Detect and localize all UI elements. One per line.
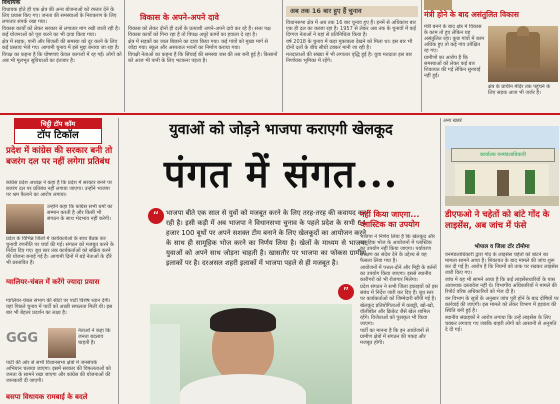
top-col-3: अब तक 16 बार हुए हैं चुनाव विधानसभा क्षेत्र में अब तक 16 बार चुनाव हुए हैं। इनमें से अधिकांश बार एक ही दल का कब्जा रहा है। 1957 से लेकर अब तक के चुनावों में कई दिग्गज नेताओं ने यहां से प्रतिनिधित्व किया है। वर्ष 2018 के चुनाव में कड़ा मुकाबला देखने को मिला था। इस बार भी दोनों दलों के बीच सीधी टक्कर मानी जा रही है। मतदाताओं की संख्या में भी लगातार वृद्धि हुई है। युवा मतदाता इस बार निर्णायक भूमिका में रहेंगे। xyxy=(286,0,418,112)
headline-gwalior: ग्वालियर-चंबल में करेंगे ज्यादा प्रयास xyxy=(6,278,100,286)
top-col-1-head: विधायक xyxy=(2,0,21,6)
right-column xyxy=(443,118,560,404)
leader-photo xyxy=(6,204,44,234)
quote-mark-close: ” xyxy=(338,284,354,300)
left-body-5: नेताओं ने कहा कि जनता बदलाव चाहती है। xyxy=(78,328,111,346)
dfo-body: वनमंडलाधिकारी द्वारा गोंद के लाइसेंस चहेतों को बांटने का मामला सामने आया है। शिकायत के बाद मामले की जांच शुरू कर दी गई है। आरोप है कि नियमों को ताक पर रखकर लाइसेंस जारी किए गए। जांच में यह भी सामने आया है कि कई लाइसेंसधारियों के पास आवश्यक दस्तावेज नहीं थे। विभागीय अधिकारियों ने मामले की रिपोर्ट वरिष्ठ अधिकारियों को भेज दी है। वन विभाग के सूत्रों के अनुसार जांच पूरी होने के बाद दोषियों पर कार्रवाई की जाएगी। इस मामले को लेकर विभाग में हड़कंप की स्थिति बनी हुई है। स्थानीय संग्राहकों ने आरोप लगाया कि उन्हें लाइसेंस के लिए चक्कर लगवाए गए जबकि बाहरी लोगों को आसानी से अनुमति दे दी गई। xyxy=(445,252,559,333)
left-column xyxy=(0,118,116,404)
headline-bsp: बसपा विधायक रामबाई के बदले xyxy=(6,393,88,401)
brand-top: चिट्ठी टॉप कॉम xyxy=(15,119,101,129)
dfo-headline: डीएफओ ने चहेतों को बांटे गोंद के लाइसेंस, अब जांच में फंसे xyxy=(445,210,550,231)
headline-congress: प्रदेश में कांग्रेस की सरकार बनी तो बजरंग दल पर नहीं लगेगा प्रतिबंध xyxy=(6,146,113,167)
office-photo: कार्यालय वनमंडलाधिकारी xyxy=(445,126,559,206)
brand-main: टॉप टिकॉल xyxy=(37,130,79,141)
top-col-3-head: अब तक 16 बार हुए हैं चुनाव xyxy=(286,6,418,17)
top-col-4-body: मंत्री बनने के बाद क्षेत्र में विकास के काम तो हुए लेकिन यह असंतुलित रहा। कुछ गांवों में काम अधिक हुए तो कई गांव उपेक्षित रह गए। ग्रामीणों का आरोप है कि समस्याओं को लेकर कई बार शिकायत की गई लेकिन सुनवाई नहीं हुई। xyxy=(424,24,485,79)
top-col-4-head: मंत्री होने के बाद असंतुलित विकास xyxy=(424,10,519,19)
top-col-2: विकास के अपने-अपने दावे विकास को लेकर दोनों ही दलों के प्रत्याशी अपने-अपने दावे कर रहे हैं। सत्ता पक्ष विकास कार्यों को गिना रहा है तो विपक्ष अधूरे कामों का हवाला दे रहा है। क्षेत्र में सड़कों का जाल बिछाने का दावा किया गया। कई गांवों को मुख्य मार्ग से जोड़ा गया। स्कूल और अस्पताल भवनों का निर्माण कराया गया। विपक्षी नेताओं का कहना है कि सिंचाई की समस्या जस की तस बनी हुई है। किसानों को आज भी पानी के लिए भटकना पड़ता है। xyxy=(128,13,278,64)
center-kicker: युवाओं को जोड़ने भाजपा कराएगी खेलकूद xyxy=(169,122,393,138)
right-body-top: अन्य खबरें xyxy=(443,118,462,124)
leader-main-photo xyxy=(150,304,352,404)
divider xyxy=(124,0,125,112)
mid-right-column xyxy=(358,210,438,404)
top-col-4: मंत्री होने के बाद असंतुलित विकास मंत्री बनने के बाद क्षेत्र में विकास के काम तो हुए लेकिन यह असंतुलित रहा। कुछ गांवों में काम अधिक हुए तो कई गांव उपेक्षित रह गए। ग्रामीणों का आरोप है कि समस्याओं को लेकर कई बार शिकायत की गई लेकिन सुनवाई नहीं हुई। क्षेत्र के प्राचीन मंदिर तक पहुंचने के लिए सड़क आज भी जर्जर है। xyxy=(424,0,560,112)
top-strip xyxy=(0,0,560,118)
ggg-logo: GGG xyxy=(6,331,39,346)
top-col-1: विधायक विधायक होते ही एक क्षेत्र की अन्य योजनाओं को रफ्तार देने के लिए प्रयास किए गए। जनता की समस्याओं के निराकरण के लिए लगातार संपर्क रखा गया। विकास कार्यों को लेकर सरकार से लगातार मांग रखी जाती रही है। कई योजनाओं को पूरा करने का भी दावा किया गया। क्षेत्र में सड़क, पानी और बिजली की समस्या को दूर करने के लिए कई प्रस्ताव भेजे गए। आगामी चुनाव में इसे मुद्दा बनाया जा रहा है। विपक्ष का कहना है कि घोषणाएं केवल कागजों में रह गईं। लोगों को अब भी मूलभूत सुविधाओं का इंतजार है। xyxy=(2,0,122,64)
dfo-caption: भोपाल व जिला टॉर टॉमोमा xyxy=(474,244,530,250)
section-divider xyxy=(0,113,560,115)
left-body-6: पार्टी की ओर से सभी विधानसभा क्षेत्रों में जनसंपर्क अभियान चलाया जाएगा। इसमें सरकार की विफलताओं को जनता के सामने रखा जाएगा और कांग्रेस की योजनाओं की जानकारी दी जाएगी। xyxy=(6,360,111,384)
plastic-body: भाजपा ने निर्णय लिया है कि खेलकूद और सामूहिक भोज के आयोजनों में प्लास्टिक का उपयोग नहीं किया जाएगा। पर्यावरण संरक्षण का संदेश देने के उद्देश्य से यह फैसला लिया गया है। आयोजनों में पत्तल-दोने और मिट्टी के बर्तनों का उपयोग किया जाएगा। इससे स्थानीय कारीगरों को भी रोजगार मिलेगा। प्रदेश संगठन ने सभी जिला इकाइयों को इस संबंध में निर्देश जारी कर दिए हैं। बूथ स्तर पर कार्यकर्ताओं को जिम्मेदारी सौंपी गई है। खेलकूद प्रतियोगिताओं में कबड्डी, खो-खो, वॉलीबॉल और क्रिकेट जैसे खेल शामिल रहेंगे। विजेताओं को पुरस्कृत भी किया जाएगा। पार्टी का मानना है कि इन आयोजनों से ग्रामीण क्षेत्रों में संगठन की पकड़ और मजबूत होगी। xyxy=(360,234,438,346)
leader-photo-2 xyxy=(48,328,76,358)
center-title: पंगत में संगत... xyxy=(163,151,399,196)
plastic-headline: नहीं किया जाएगा... प्लास्टिक का उपयोग xyxy=(360,210,420,229)
quote-mark-open: “ xyxy=(148,208,164,224)
temple-image xyxy=(488,26,558,82)
left-body-4: ग्वालियर-चंबल संभाग की सीटों पर पार्टी विशेष ध्यान देगी। यहां पिछले चुनाव में पार्टी को अच्छी सफलता मिली थी। इस बार भी बेहतर प्रदर्शन का लक्ष्य है। xyxy=(6,298,113,316)
divider xyxy=(282,0,283,112)
divider xyxy=(118,118,119,404)
center-deck: भाजपा बीते एक साल से युवों को मजबूत करने के लिए तरह-तरह की कवायद कर रही है। इसी कड़ी में अब भाजपा ने विधानसभा चुनाव के पहले प्रदेश के सभी 64 हजार 100 बूथों पर अपने सशक्त टीम बनाने के लिए खेलकूदों का आयोजन करने के साथ ही सामूहिक भोज करने का निर्णय लिया है। खेलों के माध्यम से भाजपा युवाओं को अपने साथ जोड़ना चाहती है। खासतौर पर भाजपा का फोकस ग्रामीण इलाकों पर है। दरअसल शहरी इलाकों में भाजपा पहले से ही मजबूत है। xyxy=(166,209,366,267)
left-body-1: कांग्रेस प्रदेश अध्यक्ष ने कहा है कि प्रदेश में सरकार बनने पर बजरंग दल पर प्रतिबंध नहीं लगाया जाएगा। उन्होंने भाजपा पर भ्रम फैलाने का आरोप लगाया। xyxy=(6,180,113,198)
top-col-2-head: विकास के अपने-अपने दावे xyxy=(140,13,219,22)
divider xyxy=(440,118,441,404)
left-body-3: प्रदेश के विभिन्न जिलों में कार्यकर्ताओं के साथ बैठक कर चुनावी रणनीति पर चर्चा की गई। संगठन को मजबूत करने के निर्देश दिए गए। बूथ स्तर तक कार्यकर्ताओं को सक्रिय करने की योजना बनाई गई है। आगामी दिनों में बड़े नेताओं के दौरे भी प्रस्तावित हैं। xyxy=(6,236,114,266)
temple-photo xyxy=(424,0,452,10)
brand-box xyxy=(14,118,102,144)
left-body-2: उन्होंने कहा कि कांग्रेस सभी धर्मों का सम्मान करती है और किसी भी संगठन के साथ भेदभाव नहीं करेगी। xyxy=(47,204,113,222)
divider xyxy=(421,0,422,112)
